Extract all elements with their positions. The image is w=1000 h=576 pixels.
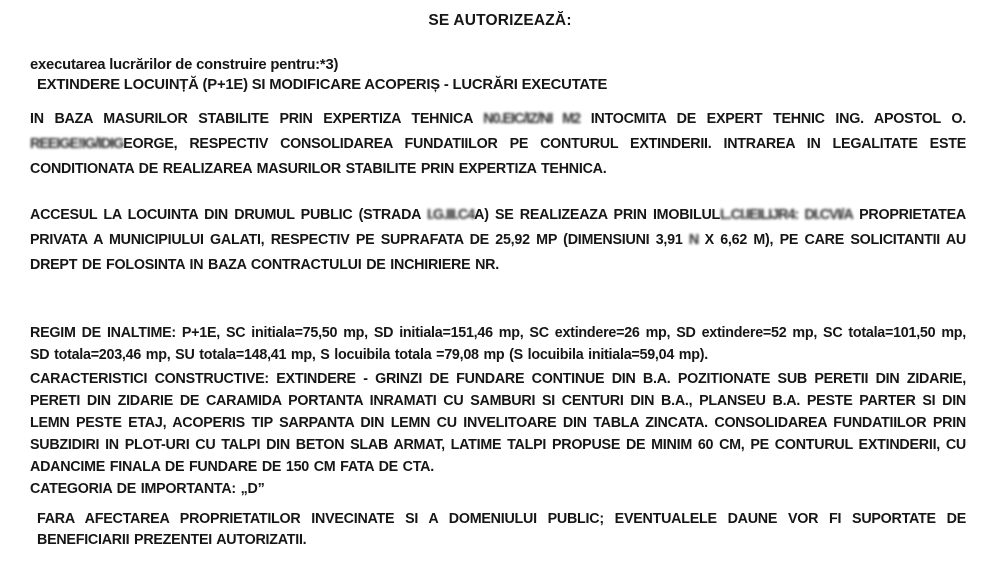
redacted-text: L.CI.IEILIJR4:: [720, 207, 799, 223]
works-intro-line: executarea lucrărilor de construire pentru:*3): [30, 57, 339, 73]
caracteristici-paragraph: CARACTERISTICI CONSTRUCTIVE: EXTINDERE - GRINZI DE FUNDARE CONTINUE DIN B.A. POZITIONATE SUB PERETII DIN ZIDARIE, PERETI DIN ZIDARIE DE CARAMIDA PORTANTA INRAMATI CU SAMBURI SI CENTURI DIN B.A., PLANSEU B.A. PESTE PARTER SI DIN LEMN PESTE ETAJ, ACOPERIS TIP SARPANTA DIN LEMN CU INVELITOARE DIN TABLA ZINCATA. CONSOLIDAREA FUNDATIILOR PRIN SUBZIDIRI IN PLOT-URI CU TALPI DIN BETON SLAB ARMAT, LATIME TALPI PROPUSE DE MINIM 60 CM, PE CONTURUL EXTINDERII, CU ADANCIME FINALA DE FUNDARE DE 150 CM FATA DE CTA.: [30, 371, 966, 475]
redacted-text: REEIGE!IG/IDIG: [30, 136, 124, 152]
redacted-text: I.G.III.C4: [426, 207, 475, 223]
redacted-text: N0.EIC/IZ/NI M2: [483, 111, 581, 127]
authorization-title: SE AUTORIZEAZĂ:: [428, 12, 572, 29]
expertiza-text-1: IN BAZA MASURILOR STABILITE PRIN EXPERTIZA TEHNICA: [30, 111, 484, 127]
access-text-2: A) SE REALIZEAZA PRIN IMOBILUL: [474, 207, 721, 223]
access-text-4: X 6,62 M), PE CARE SOLICITANTII AU DREPT DE FOLOSINTA IN BAZA CONTRACTULUI DE INCHIRIERE NR.: [30, 232, 966, 273]
categoria-importanta-line: CATEGORIA DE IMPORTANTA: „D”: [30, 481, 265, 497]
access-text-3: PROPRIETATEA PRIVATA A MUNICIPIULUI GALATI, RESPECTIV PE SUPRAFATA DE 25,92 MP (DIMENSIUNI 3,91: [30, 207, 966, 248]
expertiza-paragraph: [30, 107, 966, 182]
redacted-text: N: [688, 232, 699, 248]
access-paragraph: [30, 203, 966, 278]
liability-paragraph: FARA AFECTAREA PROPRIETATILOR INVECINATE SI A DOMENIULUI PUBLIC; EVENTUALELE DAUNE VOR FI SUPORTATE DE BENEFICIARII PREZENTEI AUTORIZATII.: [37, 511, 966, 548]
regim-inaltime-paragraph: REGIM DE INALTIME: P+1E, SC initiala=75,50 mp, SD initiala=151,46 mp, SC extindere=26 mp, SD extindere=52 mp, SC totala=101,50 mp, SD totala=203,46 mp, SU totala=148,41 mp, S locuibila totala =79,08 mp (S locuibila initiala=59,04 mp).: [30, 325, 966, 363]
expertiza-text-3: EORGE, RESPECTIV CONSOLIDAREA FUNDATIILOR PE CONTURUL EXTINDERII. INTRAREA IN LEGALITATE ESTE CONDITIONATA DE REALIZAREA MASURILOR STABILITE PRIN EXPERTIZA TEHNICA.: [30, 136, 966, 177]
access-text-1: ACCESUL LA LOCUINTA DIN DRUMUL PUBLIC (STRADA: [30, 207, 427, 223]
expertiza-text-2: INTOCMITA DE EXPERT TEHNIC ING. APOSTOL O.: [580, 111, 966, 127]
works-subtitle: EXTINDERE LOCUINȚĂ (P+1E) SI MODIFICARE ACOPERIȘ - LUCRĂRI EXECUTATE: [37, 77, 608, 93]
redacted-text: DI.CVI/A: [804, 207, 853, 223]
